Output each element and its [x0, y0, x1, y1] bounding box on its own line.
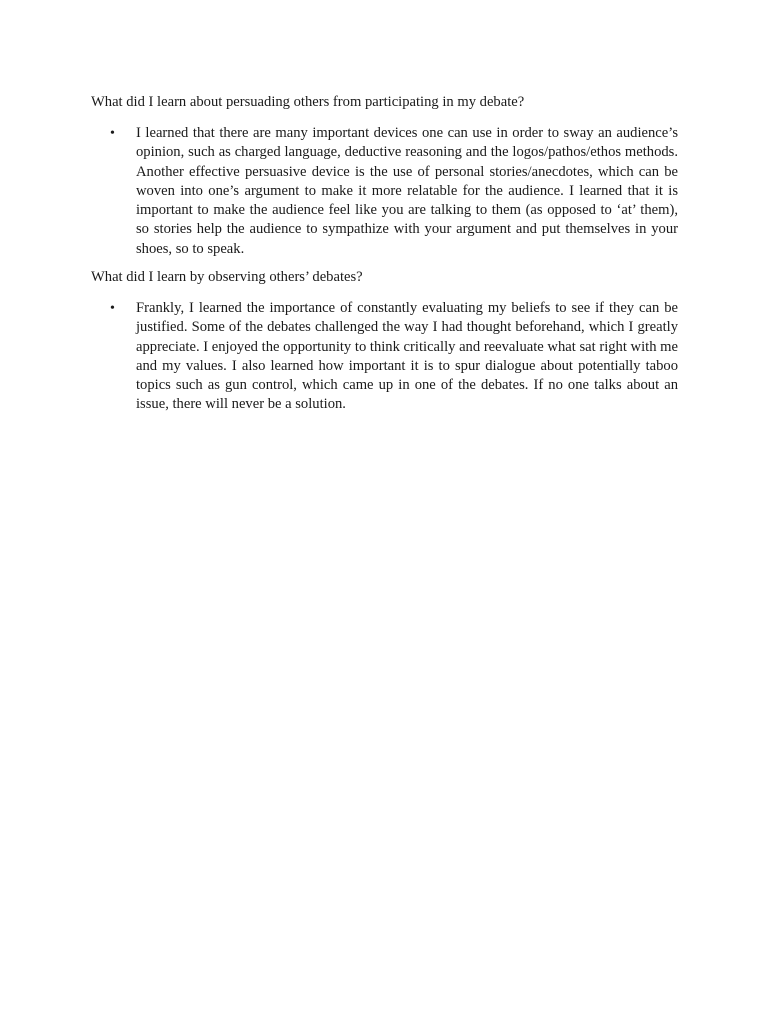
question-heading: What did I learn about persuading others from participating in my debate? [91, 94, 525, 110]
answer-paragraph: I learned that there are many important devices one can use in order to sway an audience’s opinion, such as charged language, deductive reasoning and the logos/pathos/ethos methods. Another effective persuasive device is the use of personal stories/anecdotes, which can be woven into one’s argument to make it more relatable for the audience. I learned that it is important to make the audience feel like you are talking to them (as opposed to ‘at’ them), so stories help the audience to sympathize with your argument and put themselves in your shoes, so to speak. [136, 125, 678, 257]
answer-paragraph: Frankly, I learned the importance of constantly evaluating my beliefs to see if they can be justified. Some of the debates challenged the way I had thought beforehand, which I greatly appreciate. I enjoyed the opportunity to think critically and reevaluate what sat right with me and my values. I also learned how important it is to spur dialogue about potentially taboo topics such as gun control, which came up in one of the debates. If no one talks about an issue, there will never be a solution. [136, 300, 678, 413]
question-heading: What did I learn by observing others’ debates? [91, 269, 363, 285]
bullet-marker: • [110, 126, 115, 141]
bullet-marker: • [110, 301, 115, 316]
